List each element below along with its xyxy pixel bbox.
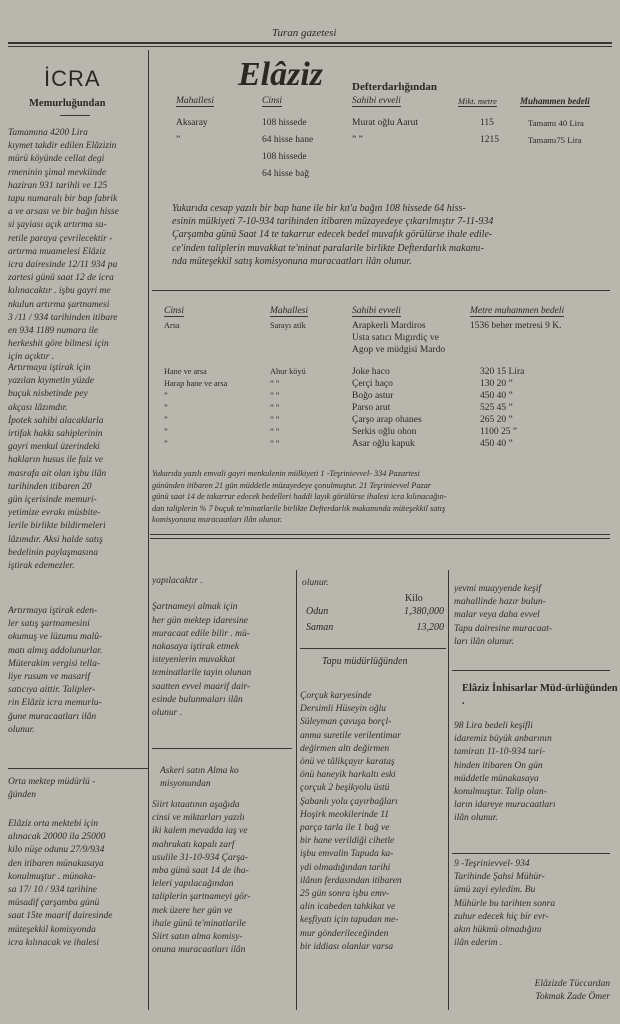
table-cell: Boğo astur	[352, 391, 394, 401]
text-line: yazılan kıymetin yüzde	[8, 376, 95, 387]
text-line: lerile birlikte bildirmeleri	[8, 521, 106, 532]
table-cell: Çarşo arap ohanes	[352, 415, 422, 425]
text-line: Yukarıda yazılı emvali gayri menkulenin mülkiyeti 1 -Teşrinievvel- 334 Pazartesi	[152, 469, 420, 478]
text-line: rin Elâziz icra memurlu-	[8, 698, 102, 709]
text-line: icra kılınacak ve ihalesi	[8, 937, 100, 948]
table-cell: ” ”	[270, 439, 280, 448]
text-line: olunur.	[8, 724, 35, 735]
text-line: önü haneyik harkaltı eski	[300, 770, 396, 781]
table-cell: 525 45 ”	[480, 403, 513, 413]
table-cell: Aksaray	[176, 118, 208, 128]
table-cell: Çerçi haço	[352, 379, 393, 389]
table-cell: Serkis oğlu ohon	[352, 427, 417, 437]
table-cell: ” ”	[270, 415, 280, 424]
text-line: ları ilân olunur.	[454, 636, 514, 647]
text-line: kıymet takdir edilen Elâzizin	[8, 141, 117, 152]
column-header: Sahibi evveli	[352, 96, 401, 106]
text-line: Tapu dairesine muracaat-	[454, 623, 552, 634]
text-line: tapu numaralı bir bap fabrik	[8, 194, 118, 205]
text-line: İpotek sahibi alacaklarla	[8, 415, 104, 426]
text-line: Siirt kıtaatının aşağıda	[152, 800, 240, 810]
text-line: Dersimli Hüseyin oğlu	[300, 704, 387, 715]
text-line: Çorçuk karyesinde	[300, 691, 372, 701]
elaziz-dept: Defterdarlığından	[352, 81, 437, 93]
text-line: kılınacaktır . işbu gayri me	[8, 286, 111, 297]
kilo-amount: 13,200	[416, 622, 444, 633]
text-line: mba günü saat 14 de iha-	[152, 866, 249, 877]
text-line: idaremiz büyük anbarının	[454, 734, 552, 745]
column-header: Mikt. metre	[458, 96, 497, 106]
text-line: bedelinin paylaşmasına	[8, 547, 98, 558]
text-line: sa 17/ 10 / 934 tarihine	[8, 885, 97, 896]
column-header: Cinsi	[164, 306, 185, 316]
text-line: rmeninin şimal mevkiinde	[8, 167, 107, 178]
table-cell: 130 20 ”	[480, 379, 513, 389]
text-line: için açıktır .	[8, 352, 55, 363]
elaziz-paragraph-2	[152, 468, 610, 526]
table-cell: 108 hissede	[262, 152, 307, 162]
table-cell: 450 40 ”	[480, 391, 513, 401]
table-cell: Joke haco	[352, 367, 390, 377]
icra-subtitle: Memurluğundan	[29, 98, 106, 109]
text-line: onuna muracaatları ilân	[152, 945, 246, 956]
text-line: malar veya daha evvel	[454, 610, 540, 621]
kilo-item: Odun	[306, 606, 329, 617]
table-cell: 115	[480, 118, 494, 128]
text-line: ler satış şartnamesini	[8, 619, 90, 630]
text-line: Tokmak Zade Ömer	[535, 992, 610, 1003]
table-cell: 1215	[480, 135, 499, 145]
elaziz-title: Elâziz	[238, 56, 324, 93]
text-line: komisyonuna muracaatları ilân olunur.	[152, 515, 282, 524]
text-line: Müterakim vergisi tella-	[8, 658, 100, 669]
text-line: a ve arsası ve bir bağın hisse	[8, 207, 119, 218]
table-cell: Murat oğlu Aarut	[352, 118, 418, 128]
table-cell: ”	[176, 135, 181, 145]
kilo-item: Saman	[306, 622, 334, 633]
text-line: parça tarla ile 1 bağ ve	[300, 823, 390, 834]
bottom-divider-2	[448, 570, 449, 1010]
table-cell: Usta satıcı Mıgırdiç ve	[352, 333, 439, 343]
icra-paragraph-1	[8, 127, 148, 365]
text-line: 98 Lira bedeli keşifli	[454, 721, 533, 731]
text-line: olunur .	[152, 708, 183, 719]
text-line: müsadif çarşamba günü	[8, 898, 100, 909]
text-line: iştirak edemezler.	[8, 561, 75, 572]
text-line: yevmi muayyende keşif	[454, 584, 542, 594]
section-title-line: misyonundan	[160, 779, 211, 790]
table-cell: ” ”	[270, 379, 280, 388]
text-line: mek üzere her gün ve	[152, 905, 233, 916]
text-line: retile paraya çevrilecektir -	[8, 233, 113, 244]
text-line: masrafa ait olan işbu ilân	[8, 468, 107, 479]
text-line: usulile 31-10-934 Çarşa-	[152, 852, 249, 863]
table-cell: ”	[164, 415, 168, 424]
text-line: ilân ederim .	[454, 938, 503, 949]
icra-title: İCRA	[44, 66, 101, 91]
text-line: Şabanlı yolu çayırbağları	[300, 796, 398, 807]
text-line: satıcıya aittir. Talipler-	[8, 685, 96, 696]
text-line: nakasaya iştirak etmek	[152, 642, 240, 653]
table-cell: 450 40 ”	[480, 439, 513, 449]
inhisar-title	[462, 682, 620, 708]
text-line: 3 /11 / 934 tarihinden itibare	[8, 312, 118, 323]
text-line: Siirt satın alma komisy-	[152, 932, 243, 943]
text-line: mahrukatı kapalı zarf	[152, 839, 235, 850]
col2-top: olunur.	[302, 578, 329, 588]
text-line: gününden itibaren 21 gün müddetle müzayedeye çonulmuştur. 21 Teşrinievvel Pazar	[152, 480, 432, 490]
elaziz-paragraph-1	[172, 202, 610, 268]
section-title-line: ürlüğünden .	[462, 683, 618, 707]
table-cell: 1100 25 ”	[480, 427, 518, 437]
text-line: yetimize evrakı müsbite-	[8, 508, 101, 519]
elaziz-rule-3	[150, 538, 610, 539]
masthead-rule-2	[8, 46, 612, 47]
text-line: dan taliplerin % 7 buçuk te'minatlarile birlikte Defterdarlık makamında müteşekkil satış	[152, 503, 446, 513]
text-line: işbu emvalin Tapuda ka-	[300, 849, 394, 860]
orta-body	[8, 818, 148, 950]
table-cell: Tamamı75 Lira	[528, 135, 582, 145]
text-line: hinden itibaren On gün	[454, 760, 543, 771]
column-header: Cinsi	[262, 96, 283, 106]
table-cell: ” ”	[270, 427, 280, 436]
column-header: Sahibi evveli	[352, 306, 401, 316]
table-cell: Arapkerli Mardiros	[352, 321, 426, 331]
table-cell: 108 hissede	[262, 118, 307, 128]
school-continuation	[152, 575, 292, 720]
table-cell: Tamamı 40 Lira	[528, 118, 584, 128]
text-line: liye rusum ve masarif	[8, 672, 91, 683]
elaziz-rule-1	[152, 290, 610, 291]
section-title-line: Elâziz İnhisarlar Müd-	[462, 683, 566, 694]
text-line: ların idareye muracaatları	[454, 800, 556, 811]
text-line: Artırmaya iştirak için	[8, 363, 91, 373]
table-cell: 320 15 Lira	[480, 367, 525, 377]
text-line: müddetle münakasaya	[454, 773, 539, 784]
section-title-line: ğünden	[8, 790, 36, 801]
text-line: keşfiyatı için tapudan me-	[300, 915, 399, 926]
bottom-divider-1	[296, 570, 297, 1010]
muhur-rule	[452, 853, 610, 854]
text-line: irtifak hakkı sahiplerinin	[8, 429, 103, 440]
text-line: buçuk nisbetinde pey	[8, 389, 88, 400]
table-cell: Parso arut	[352, 403, 391, 413]
tapu-title: Tapu müdürlüğünden	[322, 656, 408, 667]
text-line: tarihinden itibaren 20	[8, 481, 92, 492]
table-cell: Agop ve müdgisi Mardo	[352, 345, 446, 355]
text-line: önü ve tâlikçayır karataş	[300, 757, 395, 768]
text-line: iki kalem mevadda iaş ve	[152, 826, 248, 837]
icra-rule	[60, 115, 90, 116]
text-line: haziran 931 tarihli ve 125	[8, 180, 108, 191]
table-cell: Asar oğlu kapuk	[352, 439, 415, 449]
kilo-header: Kilo	[405, 593, 423, 604]
text-line: matı almış addolunurlar.	[8, 645, 103, 656]
column-header: Muhammen bedeli	[520, 96, 590, 106]
column-header: Mahallesi	[176, 96, 214, 106]
text-line: ydi olmadığından tarihi	[300, 862, 391, 873]
text-line: zuhur edecek hiç bir evr-	[454, 911, 549, 922]
text-line: artırma muamelesi Elâziz	[8, 246, 106, 257]
section-title-line: Orta mektep müdürlü -	[8, 777, 96, 787]
text-line: Yukarıda cesap yazılı bir bap hane ile bir kıt'a bağın 108 hissede 64 hiss-	[172, 203, 466, 214]
text-line: konulmuştur. Talip olan-	[454, 787, 547, 798]
text-line: saat 15te maarif dairesinde	[8, 911, 113, 922]
text-line: ce'inden taliplerin muvakkat te'minat paralarile birlikte Defterdarlık makamı-	[172, 242, 484, 254]
text-line: gün içerisinde memuri-	[8, 495, 97, 506]
text-line: ümü zayi eyledim. Bu	[454, 885, 536, 896]
text-line: değirmen altı değirmen	[300, 743, 390, 754]
orta-title	[8, 776, 148, 802]
icra-paragraph-2	[8, 362, 148, 573]
table-cell: ” ”	[352, 135, 363, 145]
text-line: tamiratı 11-10-934 tari-	[454, 747, 546, 758]
text-line: bir hane verildiği cihetle	[300, 836, 395, 847]
text-line: alınacak 20000 ila 25000	[8, 832, 106, 843]
tapu-continuation	[454, 583, 608, 649]
text-line: Hoşirk meokilerinde 11	[300, 809, 389, 820]
text-line: nda müteşekkil satış komisyonuna muracaatları ilân olunur.	[172, 255, 412, 267]
table-cell: Arsa	[164, 321, 180, 330]
text-line: nkulun artırma şartnamesi	[8, 299, 110, 310]
text-line: akın hükmü olmadığını	[454, 925, 542, 936]
text-line: 25 gün sonra işbu emv-	[300, 889, 390, 900]
text-line: her gün mektep idaresine	[152, 615, 248, 626]
inhisar-body	[454, 720, 608, 826]
text-line: okumuş ve lüzumu malû-	[8, 632, 103, 643]
text-line: 9 -Teşrinievvel- 934	[454, 859, 530, 869]
text-line: taliplerin şartnameyi gör-	[152, 892, 251, 903]
text-line: ihale günü te'minatlarile	[152, 918, 246, 929]
text-line: leleri yapılacağından	[152, 879, 234, 890]
masthead-rule	[8, 42, 612, 44]
tapu-body	[300, 690, 444, 954]
table-cell: Hane ve arsa	[164, 367, 207, 376]
table-cell: Harap hane ve arsa	[164, 379, 228, 388]
table-cell: ” ”	[270, 391, 280, 400]
text-line: hakların husus ile faiz ve	[8, 455, 103, 466]
masthead-title: Turan gazetesi	[272, 27, 337, 39]
text-line: Süleyman çavuşa borçl-	[300, 717, 392, 728]
text-line: çorçuk 2 beşikyolu üstü	[300, 783, 390, 794]
table-cell: 1536 beher metresi 9 K.	[470, 321, 562, 331]
table-cell: ”	[164, 427, 168, 436]
text-line: zartesi günü saat 12 de icra	[8, 273, 114, 284]
text-line: Elâzizde Tüccardan	[534, 979, 610, 989]
text-line: herkeshit göre bilmesi için	[8, 339, 109, 350]
text-line: Mühürle bu tarihten sonra	[454, 898, 556, 909]
text-line: mur gönderileceğinden	[300, 928, 389, 939]
text-line: en 934 1189 numara ile	[8, 326, 99, 337]
text-line: muracaat edile bilir . mü-	[152, 628, 250, 639]
text-line: bir iddiası olanlar varsa	[300, 941, 394, 952]
column-header: Metre muhammen bedeli	[470, 306, 565, 316]
text-line: müteşekkil komisyonda	[8, 924, 96, 935]
table-cell: ” ”	[270, 403, 280, 412]
text-line: Tarihinde Şahsi Mühür-	[454, 872, 545, 883]
tapu-rule	[300, 648, 446, 649]
text-line: Çarşamba günü Saat 14 te takarrur edecek bedel muvafık görülürse ihale edile-	[172, 229, 493, 241]
table-cell: 265 20 ”	[480, 415, 513, 425]
text-line	[152, 588, 292, 601]
table-cell: ”	[164, 403, 168, 412]
inhisar-rule	[452, 670, 610, 671]
askeri-title	[160, 765, 290, 791]
text-line: günü saat 14 de takarrur edecek bedelleri haddi layık görülürse ihalesi icra kılınacağın-	[152, 492, 447, 501]
text-line: si şayiası açık artırma su-	[8, 220, 107, 231]
text-line: akçası lâzımdır.	[8, 402, 68, 413]
table-cell: ”	[164, 391, 168, 400]
text-line: esinde bulunmaları ilân	[152, 694, 243, 705]
text-line: yapılacaktır .	[152, 576, 203, 586]
text-line: saatten evvel maarif dair-	[152, 681, 251, 692]
text-line: alin icabeden tahkikat ve	[300, 902, 396, 913]
table-cell: ”	[164, 439, 168, 448]
text-line: ilân olunur.	[454, 813, 498, 824]
signature	[470, 978, 610, 1004]
text-line: teminatlarile tayin olunan	[152, 668, 252, 679]
table-cell: Sarayı atik	[270, 321, 306, 330]
text-line: mürü köyünde cellat degi	[8, 154, 105, 165]
text-line: esinin mülkiyeti 7-10-934 tarihinden itibaren müzayedeye çıkarılmıştır 7-11-934	[172, 216, 494, 228]
text-line: Elâziz orta mektebi için	[8, 819, 98, 829]
text-line: anma suretile verilentimar	[300, 730, 401, 741]
text-line: mahallinde hazır bulun-	[454, 597, 546, 608]
elaziz-rule-2	[150, 534, 610, 535]
text-line: cinsi ve miktarları yazılı	[152, 813, 245, 824]
column-header: Mahallesi	[270, 306, 308, 316]
text-line: isteyenlerin muvakkat	[152, 655, 236, 666]
askeri-body	[152, 799, 292, 957]
text-line: gayri menkul üzerindeki	[8, 442, 100, 453]
askeri-rule	[152, 748, 292, 749]
text-line: den itibaren münakasaya	[8, 858, 104, 869]
table-cell: 64 hisse bağ	[262, 169, 309, 179]
text-line: ğune muracaatları ilân	[8, 711, 97, 722]
text-line: icra dairesinde 12/11 934 pa	[8, 260, 118, 271]
muhur-body	[454, 858, 608, 950]
left-column-divider	[148, 50, 149, 1010]
text-line: Tamamına 4200 Lira	[8, 128, 88, 138]
text-line: ilânın ferdasından itibaren	[300, 875, 402, 886]
section-title-line: Askeri satın Alma ko	[160, 766, 239, 776]
text-line: Artırmaya iştirak eden-	[8, 606, 98, 616]
kilo-amount: 1,380,000	[404, 606, 444, 617]
table-cell: Ahur köyü	[270, 367, 306, 376]
table-cell: 64 hisse hane	[262, 135, 314, 145]
text-line: lâzımdır. Aksi halde satış	[8, 534, 103, 545]
text-line: konulmuştur . münaka-	[8, 871, 96, 882]
icra-paragraph-3	[8, 605, 148, 737]
orta-rule	[8, 768, 148, 769]
text-line: Şartnameyi almak için	[152, 602, 238, 613]
text-line: kilo nüşe odunu 27/9/934	[8, 845, 105, 856]
